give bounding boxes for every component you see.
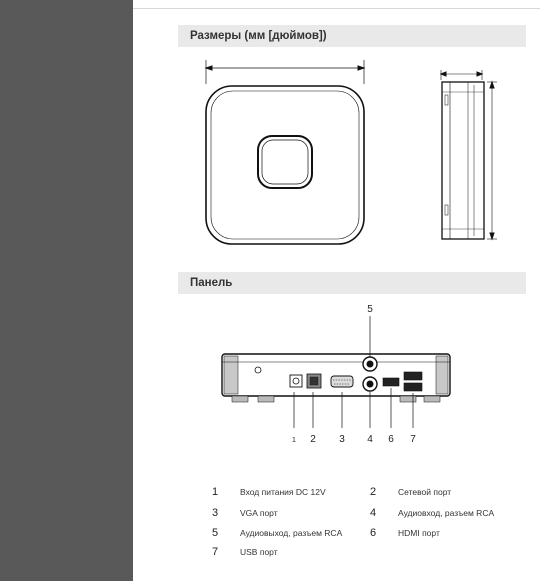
legend-num-6: 6 (370, 527, 377, 539)
callout-2: 2 (310, 434, 316, 445)
legend-num-5: 5 (212, 527, 219, 539)
legend-num-4: 4 (370, 507, 377, 519)
dimensions-section-header: Размеры (мм [дюймов]) (178, 25, 526, 47)
legend-text-2: Сетевой порт (398, 487, 452, 497)
callout-1: 1 (292, 437, 296, 444)
panel-section-header: Панель (178, 272, 526, 294)
legend-num-2: 2 (370, 486, 377, 498)
legend-num-3: 3 (212, 507, 219, 519)
callout-4: 4 (367, 434, 373, 445)
legend-text-6: HDMI порт (398, 528, 440, 538)
callout-6: 6 (388, 434, 394, 445)
legend-text-1: Вход питания DC 12V (240, 487, 326, 497)
legend-num-7: 7 (212, 546, 219, 558)
legend-text-3: VGA порт (240, 508, 278, 518)
callout-3: 3 (339, 434, 345, 445)
legend-text-7: USB порт (240, 547, 278, 557)
callout-5: 5 (367, 304, 373, 315)
legend-text-5: Аудиовыход, разъем RCA (240, 528, 343, 538)
legend-num-1: 1 (212, 486, 219, 498)
callout-7: 7 (410, 434, 416, 445)
legend-text-4: Аудиовход, разъем RCA (398, 508, 495, 518)
